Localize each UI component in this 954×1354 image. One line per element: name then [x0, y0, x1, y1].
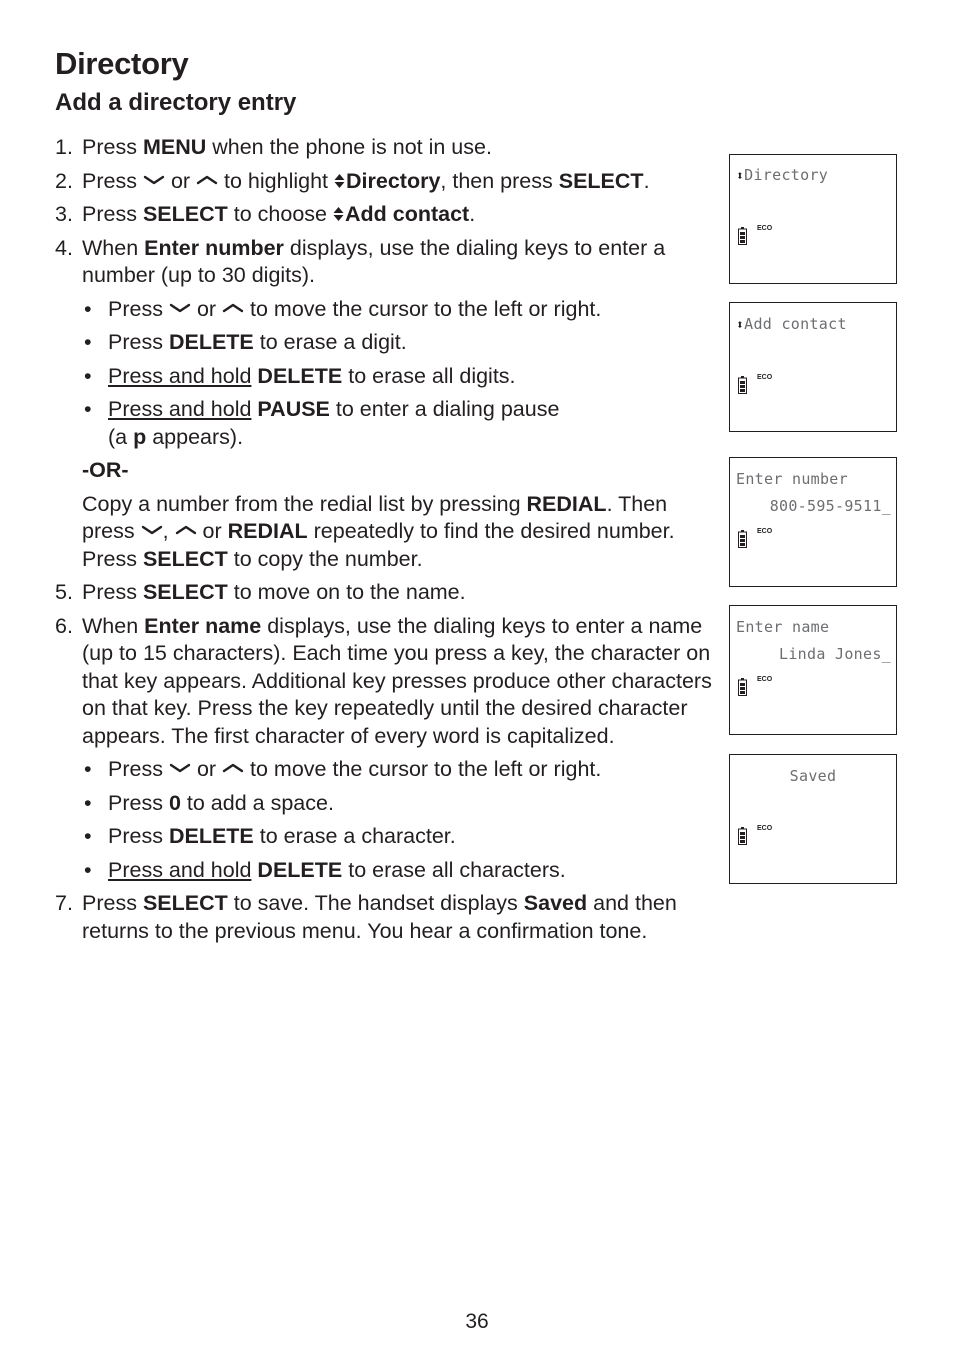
battery-icon	[738, 376, 747, 394]
bullet-item: • Press 0 to add a space.	[84, 790, 334, 815]
bullet-item: • Press or to move the cursor to the left or right.	[84, 757, 602, 781]
screen-line-1: Saved	[789, 767, 837, 785]
step-number: 3.	[55, 202, 73, 226]
chevron-up-icon	[222, 302, 244, 314]
scroll-arrows-icon	[333, 206, 344, 222]
step-number: 1.	[55, 135, 73, 159]
step-6: 6. When Enter name displays, use the dialing keys to enter a name (up to 15 characters). Each time you press a key, the character on that key appears. Additional key presses produce other characters on that key. Press the key repeatedly until the desired character appears. The first character of every word is capitalized. • Press or to move the cursor to the left or right. • Press 0 to add a space. • Press DELETE to erase a character. • Press and hold DELETE to erase all characters.	[55, 613, 720, 885]
handset-screen-directory	[729, 154, 897, 284]
handset-screen-enter-number	[729, 457, 897, 587]
eco-indicator: ECO	[757, 528, 773, 535]
step-2: 2. Press or to highlight Directory, then press SELECT.	[55, 168, 720, 196]
step-5: 5. Press SELECT to move on to the name.	[55, 579, 720, 607]
chevron-down-icon	[141, 524, 163, 536]
handset-screen-enter-name	[729, 605, 897, 735]
step-3: 3. Press SELECT to choose Add contact.	[55, 201, 720, 229]
bullet-item: • Press and hold DELETE to erase all characters.	[84, 857, 566, 882]
screen-line-1: Enter name	[736, 618, 830, 636]
or-divider: -OR-	[82, 458, 129, 482]
bullet-item: • Press DELETE to erase a digit.	[84, 330, 407, 354]
eco-indicator: ECO	[757, 676, 773, 683]
step-number: 2.	[55, 168, 73, 193]
step-1: 1. Press MENU when the phone is not in use.	[55, 134, 720, 162]
battery-icon	[738, 678, 747, 696]
eco-indicator: ECO	[757, 825, 773, 832]
chevron-up-icon	[222, 762, 244, 774]
bullet-item: • Press and hold PAUSE to enter a dialing pause (a p appears).	[84, 397, 560, 449]
handset-screen-add-contact	[729, 302, 897, 432]
step-7: 7. Press SELECT to save. The handset displays Saved and then returns to the previous menu. You hear a confirmation tone.	[55, 891, 677, 943]
step-number: 7.	[55, 891, 73, 915]
scroll-arrows-icon: ⬍	[736, 318, 745, 333]
step-number: 5.	[55, 580, 73, 604]
bullet-item: • Press DELETE to erase a character.	[84, 824, 456, 848]
key-name: MENU	[142, 135, 207, 159]
step-number: 4.	[55, 235, 73, 260]
chevron-down-icon	[169, 302, 191, 314]
chevron-up-icon	[196, 174, 218, 186]
screen-line-2: 800-595-9511_	[769, 497, 891, 515]
redial-copy-note: Copy a number from the redial list by pressing REDIAL. Then press , or REDIAL repeatedly to find the desired number. Press SELECT to copy the number.	[82, 491, 675, 571]
step-number: 6.	[55, 613, 73, 638]
chevron-down-icon	[143, 174, 165, 186]
page-title: Directory	[55, 46, 189, 81]
screen-line-1: Enter number	[736, 470, 848, 488]
battery-icon	[738, 827, 747, 845]
step-4: 4. When Enter number displays, use the dialing keys to enter a number (up to 30 digits). • Press or to move the cursor to the left or right. • Press DELETE to erase a digit. • Press and hold DELETE to erase all digits. • Press and hold PAUSE to enter a dialing pause (a p appears). -OR- Copy a number from the redial list by pressing REDIAL. Then press , or REDIAL repeatedly to find the desired number. Press SELECT to copy the number.	[55, 235, 720, 574]
battery-icon	[738, 227, 747, 245]
bullet-item: • Press or to move the cursor to the left or right.	[84, 296, 602, 321]
section-title: Add a directory entry	[55, 89, 297, 116]
page-number: 36	[465, 1310, 489, 1333]
bullet-item: • Press and hold DELETE to erase all digits.	[84, 363, 516, 388]
chevron-down-icon	[169, 762, 191, 774]
scroll-arrows-icon: ⬍	[736, 169, 745, 184]
instructions	[55, 134, 720, 951]
chevron-up-icon	[175, 524, 197, 536]
screen-line-2: Linda Jones_	[779, 645, 891, 663]
screen-line-1: Add contact	[744, 315, 847, 333]
handset-screen-saved	[729, 754, 897, 884]
battery-icon	[738, 530, 747, 548]
screen-line-1: Directory	[744, 166, 829, 184]
eco-indicator: ECO	[757, 374, 773, 381]
scroll-arrows-icon	[334, 173, 345, 189]
eco-indicator: ECO	[757, 225, 773, 232]
